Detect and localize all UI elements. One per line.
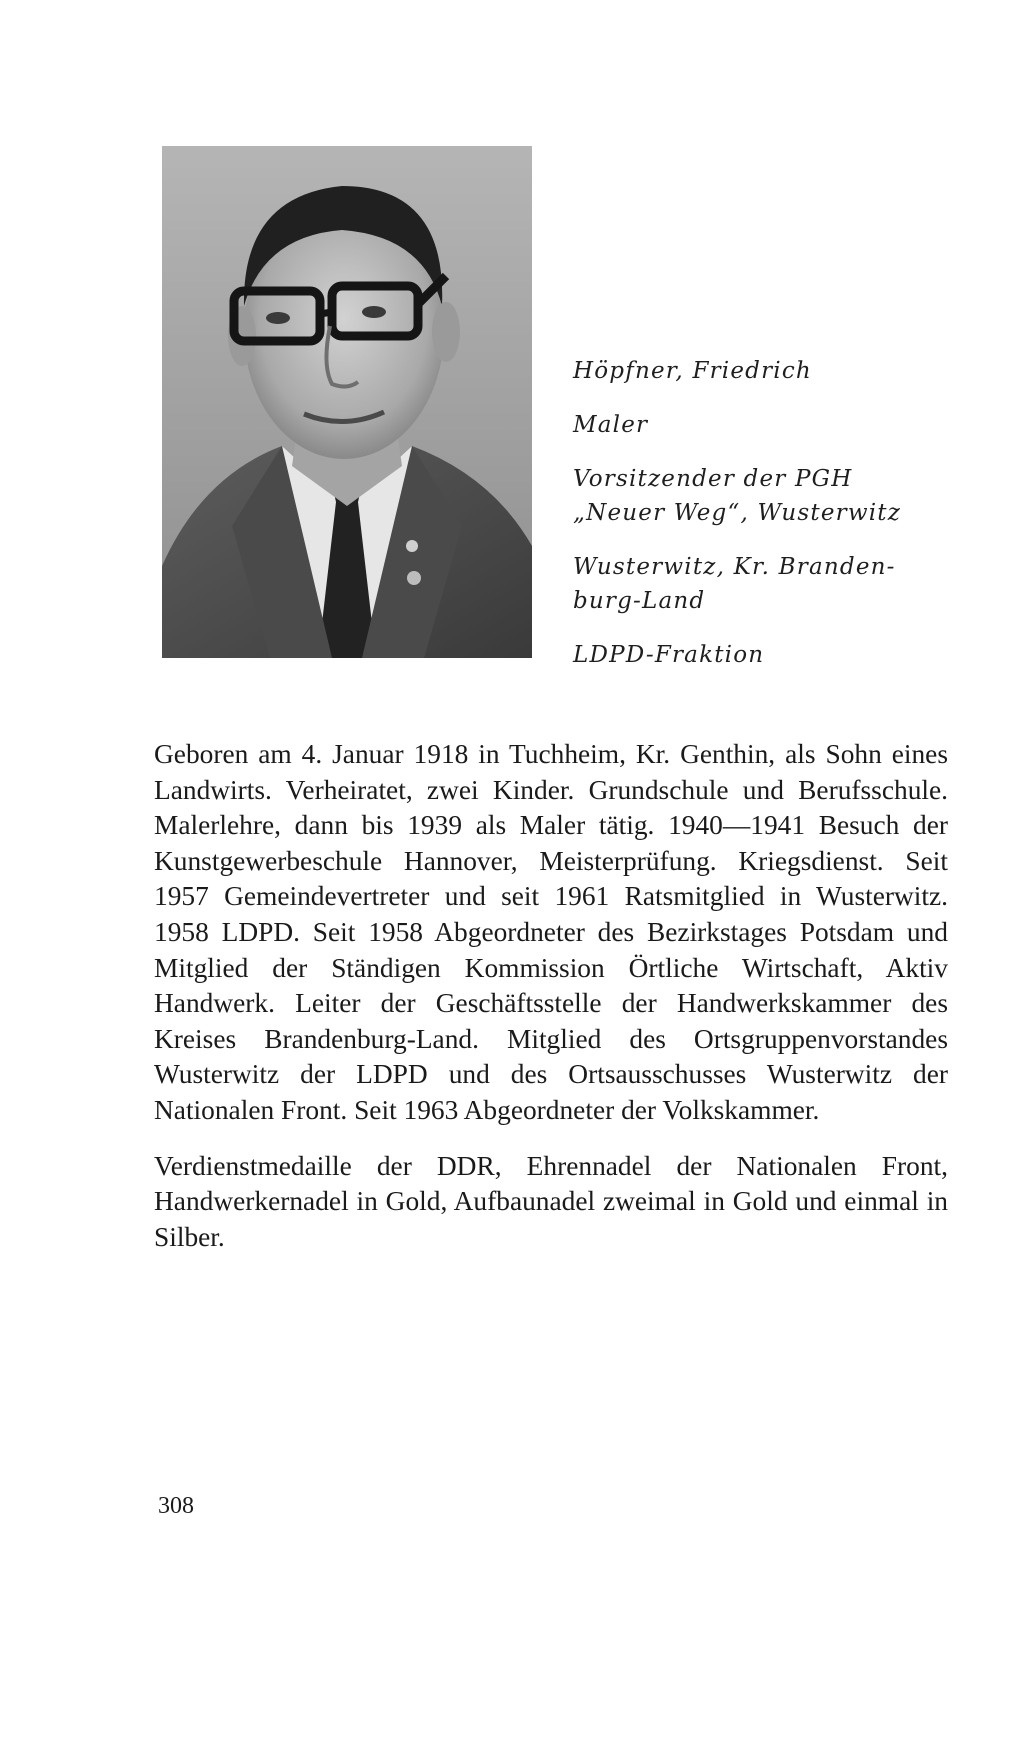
person-name: Höpfner, Friedrich	[573, 358, 812, 384]
awards-paragraph: Verdienstmedaille der DDR, Ehrennadel der Nationalen Front, Handwerkernadel in Gold, Aufbaunadel zweimal in Gold und einmal in Silber.	[154, 1150, 948, 1252]
biography	[154, 737, 948, 1255]
page-number: 308	[158, 1493, 194, 1519]
biography-paragraph: Geboren am 4. Januar 1918 in Tuchheim, Kr. Genthin, als Sohn eines Landwirts. Verheiratet, zwei Kinder. Grundschule und Berufsschule. Malerlehre, dann bis 1939 als Maler tätig. 1940—1941 Besuch der Kunstgewerbeschule Hannover, Meisterprüfung. Kriegsdienst. Seit 1957 Gemeindevertreter und seit 1961 Ratsmitglied in Wusterwitz. 1958 LDPD. Seit 1958 Abgeordneter des Bezirkstages Potsdam und Mitglied der Ständigen Kommission Örtliche Wirtschaft, Aktiv Handwerk. Leiter der Geschäftsstelle der Handwerkskammer des Kreises Brandenburg-Land. Mitglied des Ortsgruppenvorstandes Wusterwitz der LDPD und des Ortsausschusses Wusterwitz der Nationalen Front. Seit 1963 Abgeordneter der Volkskammer.	[154, 739, 948, 1125]
person-info	[573, 354, 973, 692]
person-profession: Maler	[573, 412, 649, 438]
person-faction: LDPD-Fraktion	[573, 642, 765, 668]
person-residence: Wusterwitz, Kr. Branden- burg-Land	[573, 554, 896, 614]
portrait-photo	[162, 146, 532, 658]
person-position: Vorsitzender der PGH „Neuer Weg“, Wusterwitz	[573, 466, 902, 526]
